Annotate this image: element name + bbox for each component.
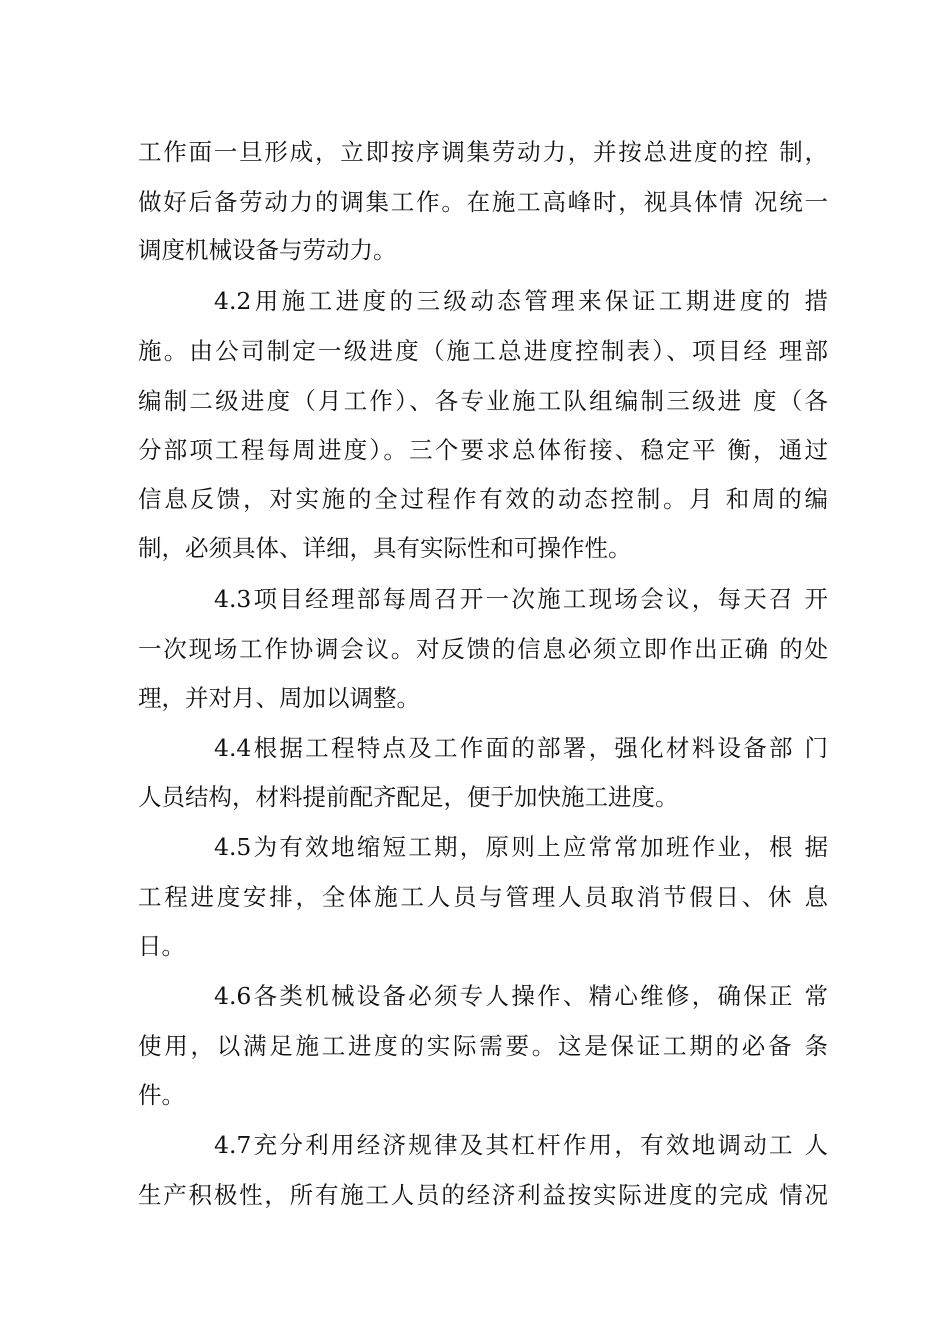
- section-4-3-line: 4.3项目经理部每周召开一次施工现场会议，每天召 开: [214, 585, 828, 613]
- text-line: 施。由公司制定一级进度（施工总进度控制表）、项目经 理部: [138, 337, 828, 365]
- section-4-2-line: 4.2用施工进度的三级动态管理来保证工期进度的 措: [214, 287, 828, 315]
- text-line: 工程进度安排，全体施工人员与管理人员取消节假日、休 息: [138, 883, 828, 911]
- text-line: 日。: [138, 932, 185, 960]
- text-line: 一次现场工作协调会议。对反馈的信息必须立即作出正确 的处: [138, 635, 828, 663]
- section-4-5-line: 4.5为有效地缩短工期，原则上应常常加班作业，根 据: [214, 833, 828, 861]
- text-line: 工作面一旦形成，立即按序调集劳动力，并按总进度的控 制，: [138, 138, 828, 166]
- text-line: 制，必须具体、详细，具有实际性和可操作性。: [138, 534, 632, 562]
- text-line: 编制二级进度（月工作）、各专业施工队组编制三级进 度（各: [138, 387, 828, 415]
- text-line: 信息反馈，对实施的全过程作有效的动态控制。月 和周的编: [138, 485, 828, 513]
- section-4-4-line: 4.4根据工程特点及工作面的部署，强化材料设备部 门: [214, 734, 828, 762]
- text-line: 调度机械设备与劳动力。: [138, 236, 397, 264]
- section-4-6-line: 4.6各类机械设备必须专人操作、精心维修，确保正 常: [214, 982, 828, 1010]
- text-line: 使用，以满足施工进度的实际需要。这是保证工期的必备 条: [138, 1032, 828, 1060]
- text-line: 理，并对月、周加以调整。: [138, 684, 420, 712]
- text-line: 生产积极性，所有施工人员的经济利益按实际进度的完成 情况: [138, 1181, 828, 1209]
- text-line: 分部项工程每周进度）。三个要求总体衔接、稳定平 衡，通过: [138, 436, 828, 464]
- section-4-7-line: 4.7充分利用经济规律及其杠杆作用，有效地调动工 人: [214, 1131, 828, 1159]
- text-line: 件。: [138, 1081, 185, 1109]
- text-line: 人员结构，材料提前配齐配足，便于加快施工进度。: [138, 783, 679, 811]
- text-line: 做好后备劳动力的调集工作。在施工高峰时，视具体情 况统一: [138, 188, 828, 216]
